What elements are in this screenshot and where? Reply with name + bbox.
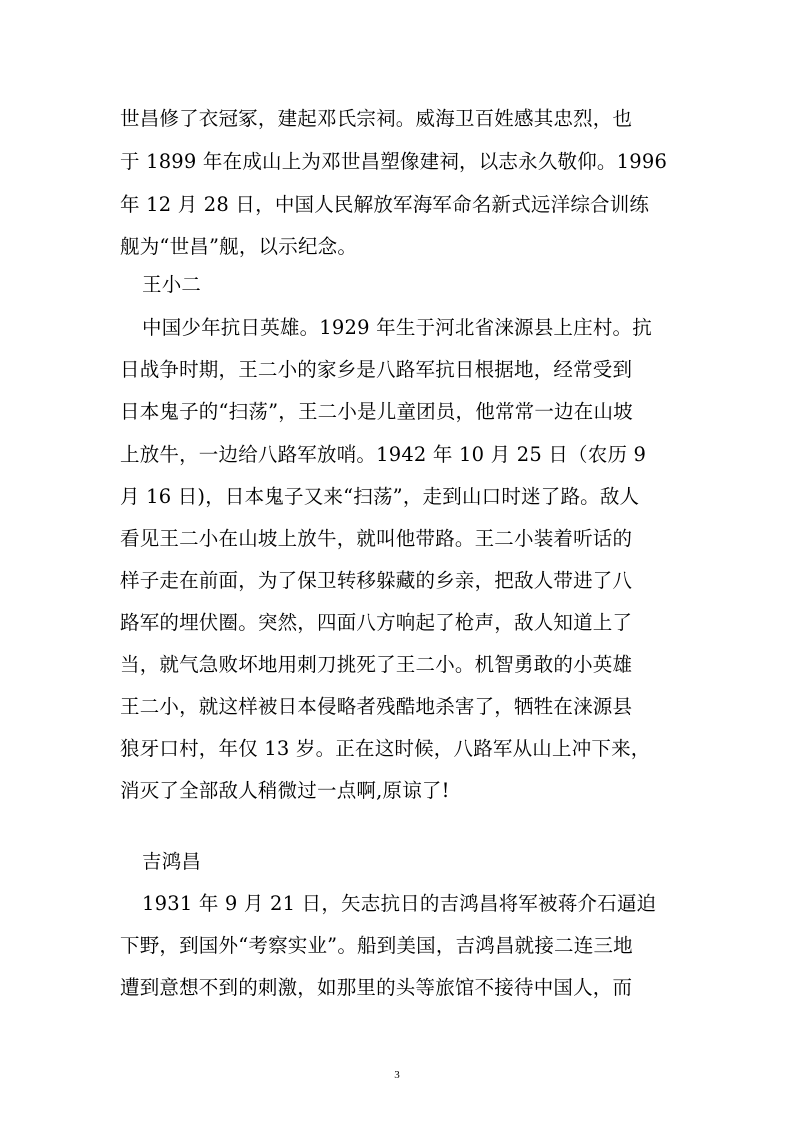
body-text-line: 日战争时期，王二小的家乡是八路军抗日根据地，经常受到 (120, 358, 633, 381)
body-text-line: 于 1899 年在成山上为邓世昌塑像建祠，以志永久敬仰。1996 (120, 150, 668, 173)
body-text-line: 消灭了全部敌人稍微过一点啊,原谅了! (120, 779, 450, 802)
body-text-line: 狼牙口村，年仅 13 岁。正在这时候，八路军从山上冲下来， (120, 737, 651, 760)
body-text-line: 路军的埋伏圈。突然，四面八方响起了枪声，敌人知道上了 (120, 611, 633, 634)
body-text-line: 上放牛，一边给八路军放哨。1942 年 10 月 25 日（农历 9 (120, 443, 647, 466)
section-heading-wang-xiao-er: 王小二 (142, 273, 202, 296)
body-text-line: 中国少年抗日英雄。1929 年生于河北省涞源县上庄村。抗 (142, 316, 652, 339)
body-text-line: 下野，到国外“考察实业”。船到美国，吉鸿昌就接二连三地 (120, 934, 633, 957)
body-text-line: 看见王二小在山坡上放牛，就叫他带路。王二小装着听话的 (120, 527, 633, 550)
body-text-line: 日本鬼子的“扫荡”，王二小是儿童团员，他常常一边在山坡 (120, 400, 633, 423)
body-text-line: 样子走在前面，为了保卫转移躲藏的乡亲，把敌人带进了八 (120, 569, 633, 592)
section-heading-ji-hong-chang: 吉鸿昌 (142, 850, 202, 873)
page-number: 3 (394, 1069, 400, 1081)
body-text-line: 月 16 日)，日本鬼子又来“扫荡”，走到山口时迷了路。敌人 (120, 485, 640, 508)
body-text-line: 遭到意想不到的刺激，如那里的头等旅馆不接待中国人，而 (120, 976, 633, 999)
body-text-line: 王二小，就这样被日本侵略者残酷地杀害了，牺牲在涞源县 (120, 695, 633, 718)
body-text-line: 年 12 月 28 日，中国人民解放军海军命名新式远洋综合训练 (120, 193, 650, 216)
body-text-line: 当，就气急败坏地用刺刀挑死了王二小。机智勇敢的小英雄 (120, 653, 633, 676)
body-text-line: 世昌修了衣冠冢，建起邓氏宗祠。威海卫百姓感其忠烈，也 (120, 107, 633, 130)
body-text-line: 舰为“世昌”舰，以示纪念。 (120, 235, 358, 258)
body-text-line: 1931 年 9 月 21 日，矢志抗日的吉鸿昌将军被蒋介石逼迫 (142, 892, 657, 915)
